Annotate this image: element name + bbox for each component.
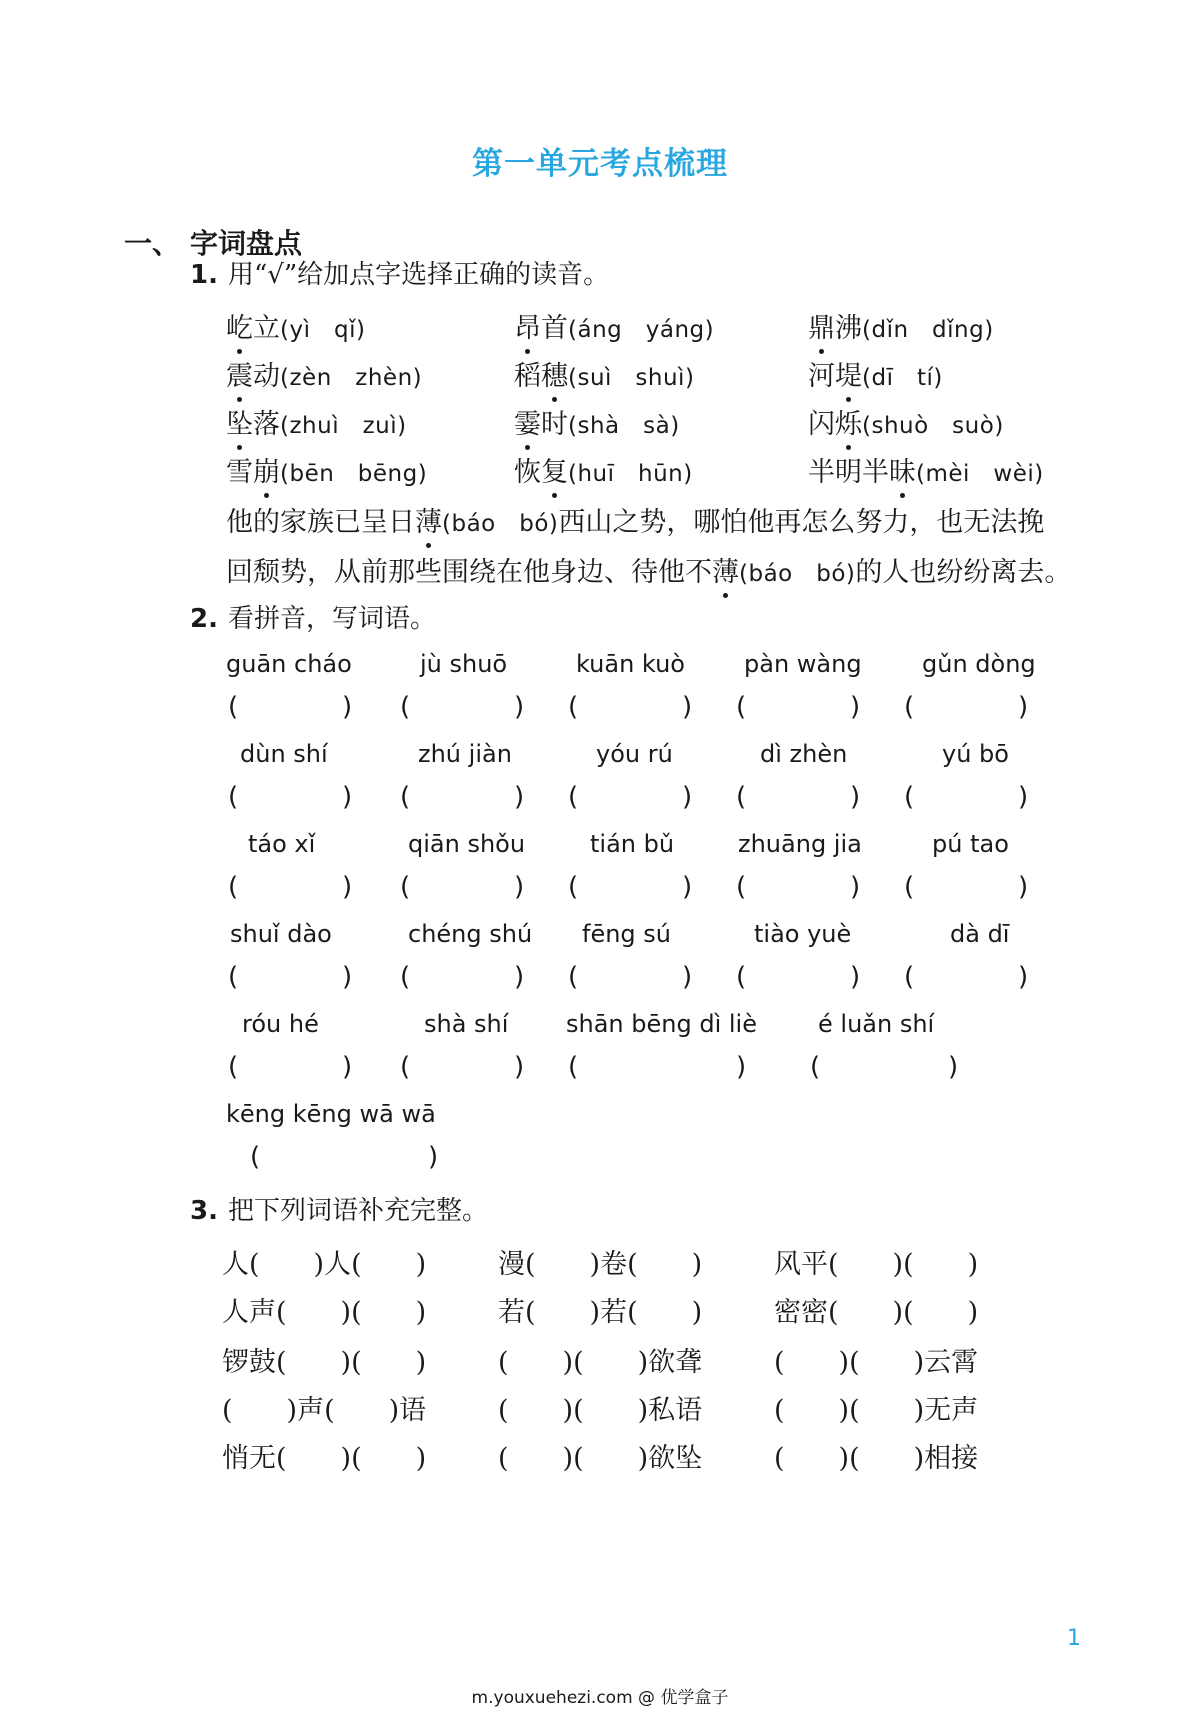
word-char: 落 [253,409,280,440]
dotted-char: 屹 [226,306,253,345]
answer-paren-open: ( [228,962,239,992]
pinyin-choice: (suì shuì) [568,365,695,391]
idiom-fill-item: 漫( )卷( ) [498,1249,703,1280]
pinyin-choice: (shà sà) [568,413,680,439]
dotted-char: 复 [541,450,568,489]
idiom-fill-item: 人声( )( ) [222,1297,427,1328]
answer-paren-open: ( [400,782,411,812]
idiom-fill-item: ( )( )欲坠 [498,1443,703,1474]
answer-paren-open: ( [228,1052,239,1082]
dotted-char: 薄 [415,500,442,539]
pinyin-prompt: shān bēng dì liè [566,1010,757,1038]
answer-paren-open: ( [904,872,915,902]
page-number: 1 [1067,1626,1081,1651]
reading-item [514,354,694,393]
question-number: 1. [190,260,218,290]
dotted-char: 昧 [889,450,916,489]
pinyin-prompt: qiān shǒu [408,830,526,858]
word-char: 闪 [808,409,835,440]
word-char: 雪 [226,457,253,488]
reading-item [514,450,693,489]
pinyin-prompt: chéng shú [408,920,533,948]
answer-paren-close: ) [514,962,525,992]
answer-paren-close: ) [682,692,693,722]
pinyin-prompt: shà shí [424,1010,509,1038]
dotted-char: 穗 [541,354,568,393]
answer-paren-close: ) [682,782,693,812]
answer-paren-close: ) [1018,782,1029,812]
pinyin-prompt: dùn shí [240,740,328,768]
answer-paren-close: ) [342,782,353,812]
reading-item [808,306,994,345]
idiom-fill-item: ( )( )相接 [774,1443,979,1474]
section-number: 一、 [124,227,181,260]
answer-paren-open: ( [228,872,239,902]
pinyin-prompt: gǔn dòng [922,650,1036,678]
pinyin-prompt: fēng sú [582,920,672,948]
idiom-fill-item: ( )( )云霄 [774,1347,979,1378]
pinyin-prompt: tiào yuè [754,920,852,948]
footer-watermark: m.youxuehezi.com @ 优学盒子 [471,1688,729,1708]
answer-paren-close: ) [850,692,861,722]
answer-paren-close: ) [514,1052,525,1082]
reading-item [226,402,407,441]
reading-item [808,354,943,393]
idiom-fill-item: 风平( )( ) [774,1249,979,1280]
pinyin-choice: (shuò suò) [862,413,1004,439]
section-label: 字词盘点 [190,227,303,260]
pinyin-choice: (zhuì zuì) [280,413,407,439]
question-text: 把下列词语补充完整。 [227,1196,488,1226]
answer-paren-close: ) [1018,692,1029,722]
word-char: 河 [808,361,835,392]
answer-paren-close: ) [342,1052,353,1082]
reading-item [808,450,1044,489]
word-char: 立 [253,313,280,344]
dotted-char: 霎 [514,402,541,441]
answer-paren-close: ) [514,872,525,902]
sentence-2 [226,550,1071,589]
pinyin-prompt: kuān kuò [576,650,685,678]
question-number: 2. [190,604,218,634]
dotted-char: 震 [226,354,253,393]
pinyin-choice: (bēn bēng) [280,461,428,487]
answer-paren-close: ) [514,692,525,722]
pinyin-prompt: jù shuō [420,650,508,678]
answer-paren-open: ( [400,692,411,722]
pinyin-prompt: é luǎn shí [818,1010,935,1038]
sentence-1 [226,500,1044,539]
reading-item [514,306,714,345]
answer-paren-open: ( [736,962,747,992]
idiom-fill-item: 密密( )( ) [774,1297,979,1328]
answer-paren-open: ( [904,962,915,992]
idiom-fill-item: 若( )若( ) [498,1297,703,1328]
question-text: 用“√”给加点字选择正确的读音。 [227,260,610,290]
answer-paren-close: ) [850,782,861,812]
pinyin-prompt: zhú jiàn [418,740,512,768]
pinyin-choice: (zèn zhèn) [280,365,423,391]
word-char: 首 [541,313,568,344]
sentence-text: 他的家族已呈日 [226,507,415,538]
answer-paren-open: ( [400,872,411,902]
idiom-fill-item: ( )声( )语 [222,1395,427,1426]
word-char: 动 [253,361,280,392]
dotted-char: 崩 [253,450,280,489]
word-char: 恢 [514,457,541,488]
pinyin-choice: (mèi wèi) [916,461,1044,487]
idiom-fill-item: ( )( )欲聋 [498,1347,703,1378]
pinyin-prompt: táo xǐ [248,830,316,858]
answer-paren-open: ( [810,1052,821,1082]
word-char: 半明半 [808,457,889,488]
pinyin-prompt: zhuāng jia [738,830,862,858]
idiom-fill-item: ( )( )私语 [498,1395,703,1426]
answer-paren-close: ) [342,962,353,992]
pinyin-prompt: dà dī [950,920,1010,948]
answer-paren-close: ) [342,872,353,902]
answer-paren-close: ) [850,962,861,992]
dotted-char: 昂 [514,306,541,345]
answer-paren-close: ) [428,1142,439,1172]
answer-paren-close: ) [514,782,525,812]
dotted-char: 薄 [712,550,739,589]
answer-paren-open: ( [568,872,579,902]
reading-item [514,402,680,441]
word-char: 时 [541,409,568,440]
answer-paren-open: ( [400,1052,411,1082]
answer-paren-open: ( [568,692,579,722]
answer-paren-close: ) [342,692,353,722]
pinyin-prompt: pú tao [932,830,1009,858]
pinyin-prompt: tián bǔ [590,830,675,858]
sentence-text: 回颓势，从前那些围绕在他身边、待他不 [226,557,712,588]
word-char: 沸 [835,313,862,344]
idiom-fill-item: 锣鼓( )( ) [222,1347,427,1378]
answer-paren-open: ( [568,782,579,812]
pinyin-prompt: guān cháo [226,650,352,678]
answer-paren-close: ) [1018,872,1029,902]
answer-paren-close: ) [682,962,693,992]
answer-paren-open: ( [904,692,915,722]
dotted-char: 鼎 [808,306,835,345]
pinyin-prompt: shuǐ dào [230,920,332,948]
answer-paren-open: ( [250,1142,261,1172]
dotted-char: 堤 [835,354,862,393]
question-text: 看拼音，写词语。 [227,604,436,634]
dotted-char: 坠 [226,402,253,441]
reading-item [226,450,427,489]
pinyin-choice: (huī hūn) [568,461,693,487]
answer-paren-close: ) [850,872,861,902]
dotted-char: 烁 [835,402,862,441]
page-title: 第一单元考点梳理 [472,146,728,182]
question-1-title [190,254,609,291]
sentence-text: 的人也纷纷离去。 [855,557,1072,588]
question-3-title [190,1190,488,1227]
idiom-fill-item: 人( )人( ) [222,1249,427,1280]
pinyin-choice: (dǐn dǐng) [862,317,994,343]
answer-paren-close: ) [736,1052,747,1082]
answer-paren-close: ) [1018,962,1029,992]
pinyin-prompt: dì zhèn [760,740,848,768]
pinyin-choice: (báo bó) [442,511,559,537]
reading-item [808,402,1004,441]
pinyin-choice: (dī tí) [862,365,943,391]
pinyin-choice: (yì qǐ) [280,317,366,343]
reading-item [226,306,365,345]
answer-paren-open: ( [400,962,411,992]
answer-paren-open: ( [736,782,747,812]
pinyin-prompt: yóu rú [596,740,673,768]
sentence-text: 西山之势，哪怕他再怎么努力，也无法挽 [558,507,1045,538]
idiom-fill-item: 悄无( )( ) [222,1443,427,1474]
answer-paren-open: ( [568,1052,579,1082]
pinyin-choice: (áng yáng) [568,317,715,343]
answer-paren-open: ( [228,692,239,722]
answer-paren-open: ( [736,872,747,902]
pinyin-prompt: pàn wàng [744,650,862,678]
question-2-title [190,598,436,635]
answer-paren-open: ( [736,692,747,722]
question-number: 3. [190,1196,218,1226]
pinyin-choice: (báo bó) [739,561,856,587]
pinyin-prompt: róu hé [242,1010,319,1038]
answer-paren-open: ( [568,962,579,992]
reading-item [226,354,422,393]
answer-paren-open: ( [228,782,239,812]
answer-paren-close: ) [948,1052,959,1082]
pinyin-prompt: kēng kēng wā wā [226,1100,436,1128]
pinyin-prompt: yú bō [942,740,1009,768]
answer-paren-open: ( [904,782,915,812]
word-char: 稻 [514,361,541,392]
answer-paren-close: ) [682,872,693,902]
idiom-fill-item: ( )( )无声 [774,1395,979,1426]
